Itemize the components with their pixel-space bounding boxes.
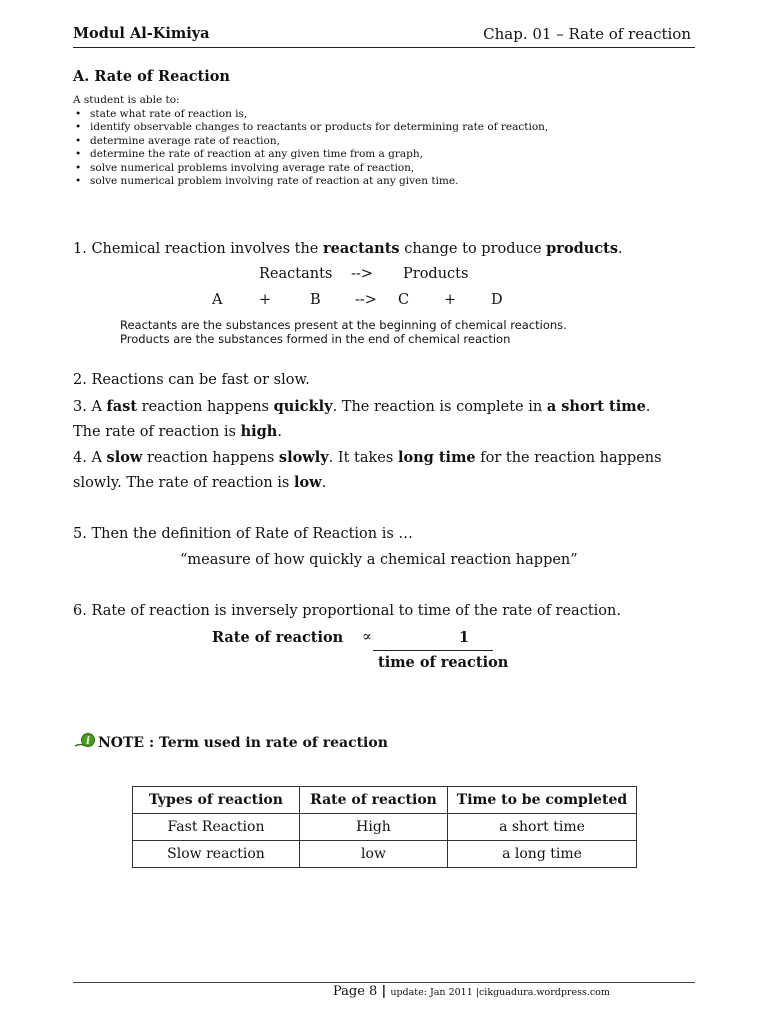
equation-a: A <box>212 292 223 308</box>
scheme-products: Products <box>403 266 469 282</box>
definition-quote: “measure of how quickly a chemical reaction happen” <box>180 552 578 568</box>
update-note: update: Jan 2011 |cikguadura.wordpress.com <box>390 987 610 998</box>
equation-plus: + <box>444 292 457 308</box>
point-4 <box>73 449 662 466</box>
page-number: Page 8 <box>333 984 378 999</box>
table-cell: High <box>300 814 448 841</box>
point-3-fast: fast <box>106 398 138 415</box>
point-1 <box>73 240 623 257</box>
point-4-text: slowly. The rate of reaction is <box>73 475 294 491</box>
fraction-bar <box>373 650 493 651</box>
table-cell: a short time <box>448 814 637 841</box>
note-title: NOTE : Term used in rate of reaction <box>98 735 388 751</box>
page-footer <box>333 984 610 999</box>
objective-item: • identify observable changes to reactants or products for determining rate of reaction, <box>73 121 548 135</box>
point-1-text: . <box>618 241 623 257</box>
point-1-text: 1. Chemical reaction involves the <box>73 241 323 257</box>
objectives-intro: A student is able to: <box>73 94 180 106</box>
point-5: 5. Then the definition of Rate of Reaction is … <box>73 526 413 542</box>
point-4-long-time: long time <box>397 449 476 466</box>
point-2: 2. Reactions can be fast or slow. <box>73 372 310 388</box>
section-title: A. Rate of Reaction <box>73 68 230 85</box>
point-4-slowly: slowly <box>278 449 329 466</box>
equation-c: C <box>398 292 410 308</box>
point-3-text: reaction happens <box>137 399 274 415</box>
objective-list <box>73 108 548 189</box>
info-note-icon <box>74 733 96 749</box>
point-3-short-time: a short time <box>546 398 646 415</box>
footer-divider <box>73 982 695 983</box>
proportional-symbol: ∝ <box>362 629 372 645</box>
point-1-reactants: reactants <box>323 240 400 257</box>
footer-separator: | <box>381 984 387 999</box>
point-3-line-2 <box>73 423 282 440</box>
point-3-quickly: quickly <box>273 398 333 415</box>
reactants-definition: Reactants are the substances present at the beginning of chemical reactions. <box>120 318 567 332</box>
objective-item: • determine the rate of reaction at any given time from a graph, <box>73 148 548 162</box>
point-3-text: . <box>645 399 651 415</box>
table-cell: low <box>300 841 448 868</box>
objective-item: • state what rate of reaction is, <box>73 108 548 122</box>
table-header: Types of reaction <box>133 787 300 814</box>
module-title: Modul Al-Kimiya <box>73 25 210 42</box>
point-3-text: . <box>277 424 282 440</box>
table-cell: a long time <box>448 841 637 868</box>
svg-text:i: i <box>86 736 90 747</box>
point-4-line-2 <box>73 474 326 491</box>
scheme-reactants: Reactants <box>259 266 333 282</box>
products-definition: Products are the substances formed in the end of chemical reaction <box>120 332 511 346</box>
point-3-text: The rate of reaction is <box>73 424 241 440</box>
point-4-text: . <box>321 475 327 491</box>
table-header: Rate of reaction <box>300 787 448 814</box>
table-header: Time to be completed <box>448 787 637 814</box>
equation-b: B <box>310 292 321 308</box>
formula-numerator: 1 <box>459 629 470 646</box>
point-3-text: . The reaction is complete in <box>332 399 547 415</box>
point-4-text: reaction happens <box>142 450 279 466</box>
objective-item: • determine average rate of reaction, <box>73 135 548 149</box>
point-4-low: low <box>293 474 322 491</box>
table-cell: Slow reaction <box>133 841 300 868</box>
point-4-slow: slow <box>106 449 143 466</box>
terms-table <box>132 786 637 868</box>
equation-arrow: --> <box>355 292 377 308</box>
header-divider <box>73 47 695 48</box>
point-4-text: for the reaction happens <box>475 450 662 466</box>
point-3 <box>73 398 650 415</box>
equation-d: D <box>491 292 503 308</box>
objective-item: • solve numerical problems involving average rate of reaction, <box>73 162 548 176</box>
point-3-high: high <box>240 423 278 440</box>
table-cell: Fast Reaction <box>133 814 300 841</box>
equation-plus: + <box>259 292 272 308</box>
table-header-row <box>133 787 637 814</box>
point-4-text: . It takes <box>328 450 398 466</box>
objective-item: • solve numerical problem involving rate of reaction at any given time. <box>73 175 548 189</box>
table-row <box>133 814 637 841</box>
point-3-text: 3. A <box>73 399 107 415</box>
chapter-title: Chap. 01 – Rate of reaction <box>483 25 691 43</box>
scheme-arrow: --> <box>351 266 373 282</box>
point-1-products: products <box>546 240 618 257</box>
table-row <box>133 841 637 868</box>
formula-lhs: Rate of reaction <box>212 629 344 646</box>
point-6: 6. Rate of reaction is inversely proportional to time of the rate of reaction. <box>73 603 621 619</box>
point-4-text: 4. A <box>73 450 107 466</box>
point-1-text: change to produce <box>399 241 547 257</box>
formula-denominator: time of reaction <box>378 654 509 671</box>
learning-objectives <box>73 94 548 189</box>
